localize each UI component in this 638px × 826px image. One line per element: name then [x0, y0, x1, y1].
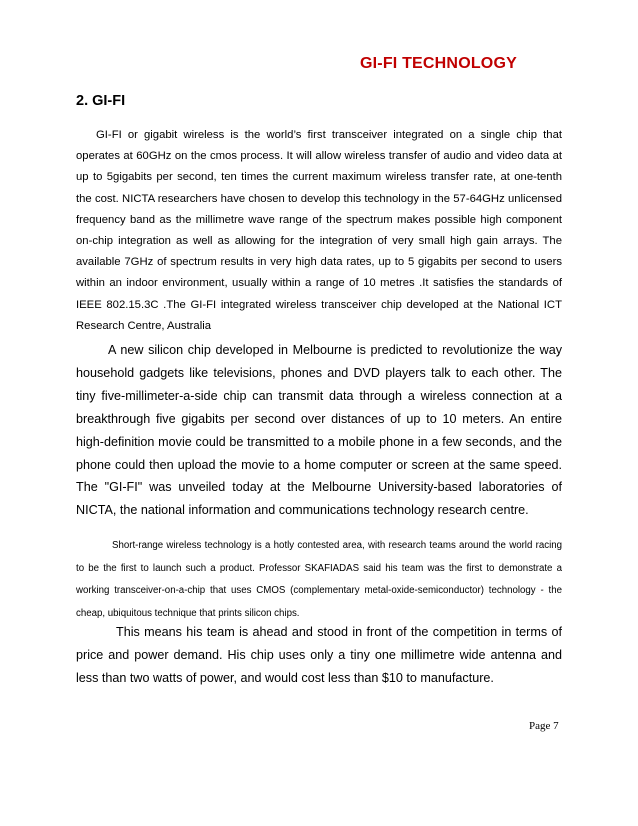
header-title: GI-FI TECHNOLOGY	[360, 55, 517, 72]
page-number: Page 7	[529, 720, 559, 732]
section-heading: 2. GI-FI	[76, 93, 126, 109]
paragraph-melbourne-chip: A new silicon chip developed in Melbourne is predicted to revolutionize the way household gadgets like televisions, phones and DVD players talk to each other. The tiny five-millimeter-a-side chip can transmit data through a wireless connection at a breakthrough five gigabits per second over distances of up to 10 meters. An entire high-definition movie could be transmitted to a mobile phone in a few seconds, and the phone could then upload the movie to a home computer or screen at the same speed. The "GI-FI" was unveiled today at the Melbourne University-based laboratories of NICTA, the national information and communications technology research centre.	[76, 343, 562, 518]
paragraph-short-range-wireless: Short-range wireless technology is a hotly contested area, with research teams around the world racing to be the first to launch such a product. Professor SKAFIADAS said his team was the first to demonstrate a working transceiver-on-a-chip that uses CMOS (complementary metal-oxide-semiconductor) technology - the cheap, ubiquitous technique that prints silicon chips.	[76, 540, 562, 619]
paragraph-competition: This means his team is ahead and stood in front of the competition in terms of price and power demand. His chip uses only a tiny one millimetre wide antenna and less than two watts of power, and would cost less than $10 to manufacture.	[76, 625, 562, 685]
paragraph-gifi-definition: GI-FI or gigabit wireless is the world’s first transceiver integrated on a single chip that operates at 60GHz on the cmos process. It will allow wireless transfer of audio and video data at up to 5gigabits per second, ten times the current maximum wireless transfer rate, at one-tenth the cost. NICTA researchers have chosen to develop this technology in the 57-64GHz unlicensed frequency band as the millimetre wave range of the spectrum makes possible high component on-chip integration as well as allowing for the integration of very small high gain arrays. The available 7GHz of spectrum results in very high data rates, up to 5 gigabits per second to users within an indoor environment, usually within a range of 10 metres .It satisfies the standards of IEEE 802.15.3C .The GI-FI integrated wireless transceiver chip developed at the National ICT Research Centre, Australia	[76, 129, 562, 332]
